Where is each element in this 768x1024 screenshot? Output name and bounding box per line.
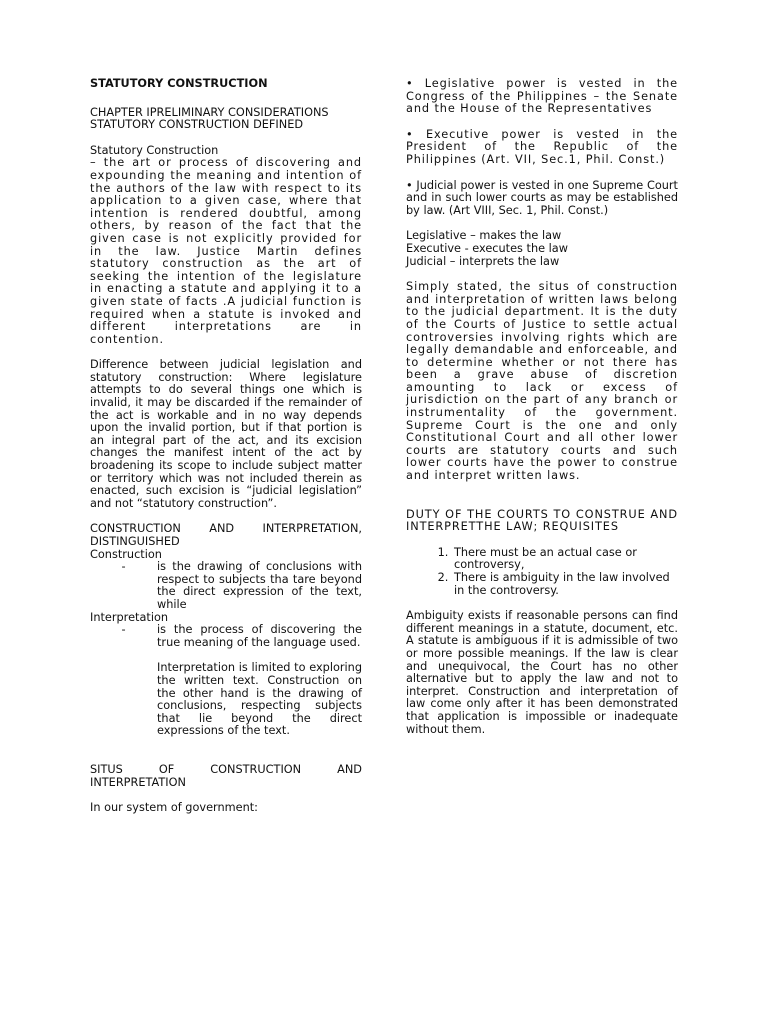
- situs-heading: SITUS OF CONSTRUCTION AND INTERPRETATION: [90, 762, 362, 789]
- role-legislative: Legislative – makes the law: [406, 229, 562, 243]
- interpretation-definition: is the process of discovering the true meaning of the language used.: [157, 623, 362, 649]
- construction-definition: is the drawing of conclusions with respect to subjects tha tare beyond the direct expression of the text, while: [157, 560, 362, 611]
- legislative-power-bullet: • Legislative power is vested in the Congress of the Philippines – the Senate and the House of the Representatives: [406, 77, 678, 116]
- construction-label: Construction: [90, 547, 162, 561]
- definition-paragraph: – the art or process of discovering and expounding the meaning and intention of the authors of the law with respect to its application to a given case, where that intention is rendered doubtful, among others, by reason of the fact that the given case is not explicitly provided for in the law. Justice Martin defines statutory construction as the art of seeking the intention of the legislature in enacting a statute and applying it to a given state of facts .A judicial function is required when a statute is invoked and different interpretations are in contention.: [90, 156, 362, 346]
- chapter-heading: CHAPTER IPRELIMINARY CONSIDERATIONS: [90, 105, 329, 119]
- list-item: 1. There must be an actual case or controversy,: [452, 547, 678, 572]
- list-item: 2. There is ambiguity in the law involved in the controversy.: [452, 572, 678, 597]
- interpretation-note: Interpretation is limited to exploring the written text. Construction on the other hand is the drawing of conclusions, respecting subjects that lie beyond the direct expressions of the text.: [157, 661, 362, 738]
- distinguished-heading: CONSTRUCTION AND INTERPRETATION, DISTINGUISHED: [90, 522, 362, 548]
- left-column: [90, 78, 362, 815]
- dash-marker: -: [121, 560, 126, 574]
- difference-paragraph: Difference between judicial legislation and statutory construction: Where legislature attempts to do several things one which is invalid, it may be discarded if the remainder of the act is workable and in no way depends upon the invalid portion, but if that portion is an integral part of the act, and its excision changes the manifest intent of the act by broadening its scope to include subject matter or territory which was not included therein as enacted, such excision is “judicial legislation” and not “statutory construction”.: [90, 358, 362, 510]
- ambiguity-paragraph: Ambiguity exists if reasonable persons can find different meanings in a statute, document, etc. A statute is ambiguous if it is admissible of two or more possible meanings. If the law is clear and unequivocal, the Court has no other alternative but to apply the law and not to interpret. Construction and interpretation of law come only after it has been demonstrated that application is impossible or inadequate without them.: [406, 609, 678, 736]
- dash-marker: -: [121, 623, 126, 637]
- system-of-government-text: In our system of government:: [90, 801, 258, 815]
- interpretation-definition-item: [90, 624, 362, 649]
- requisites-list: [406, 547, 678, 597]
- duty-heading: DUTY OF THE COURTS TO CONSTRUE AND INTERPRETTHE LAW; REQUISITES: [406, 507, 678, 534]
- role-executive: Executive - executes the law: [406, 241, 568, 255]
- construction-definition-item: [90, 561, 362, 611]
- situs-paragraph: Simply stated, the situs of construction and interpretation of written laws belong to the judicial department. It is the duty of the Courts of Justice to settle actual controversies involving rights which are legally demandable and enforceable, and to determine whether or not there has been a grave abuse of discretion amounting to lack or excess of jurisdiction on the part of any branch or instrumentality of the government. Supreme Court is the one and only Constitutional Court and all other lower courts are statutory courts and such lower courts have the power to construe and interpret written laws.: [406, 280, 678, 483]
- section-heading-defined: STATUTORY CONSTRUCTION DEFINED: [90, 118, 304, 132]
- role-judicial: Judicial – interprets the law: [406, 254, 560, 268]
- definition-heading: Statutory Construction: [90, 143, 219, 157]
- document-title: STATUTORY CONSTRUCTION: [90, 77, 268, 90]
- right-column: [406, 78, 678, 736]
- executive-power-bullet: • Executive power is vested in the President of the Republic of the Philippines (Art. VII, Sec.1, Phil. Const.): [406, 127, 678, 166]
- judicial-power-bullet: • Judicial power is vested in one Supreme Court and in such lower courts as may be established by law. (Art VIII, Sec. 1, Phil. Const.): [406, 178, 678, 217]
- interpretation-label: Interpretation: [90, 610, 169, 624]
